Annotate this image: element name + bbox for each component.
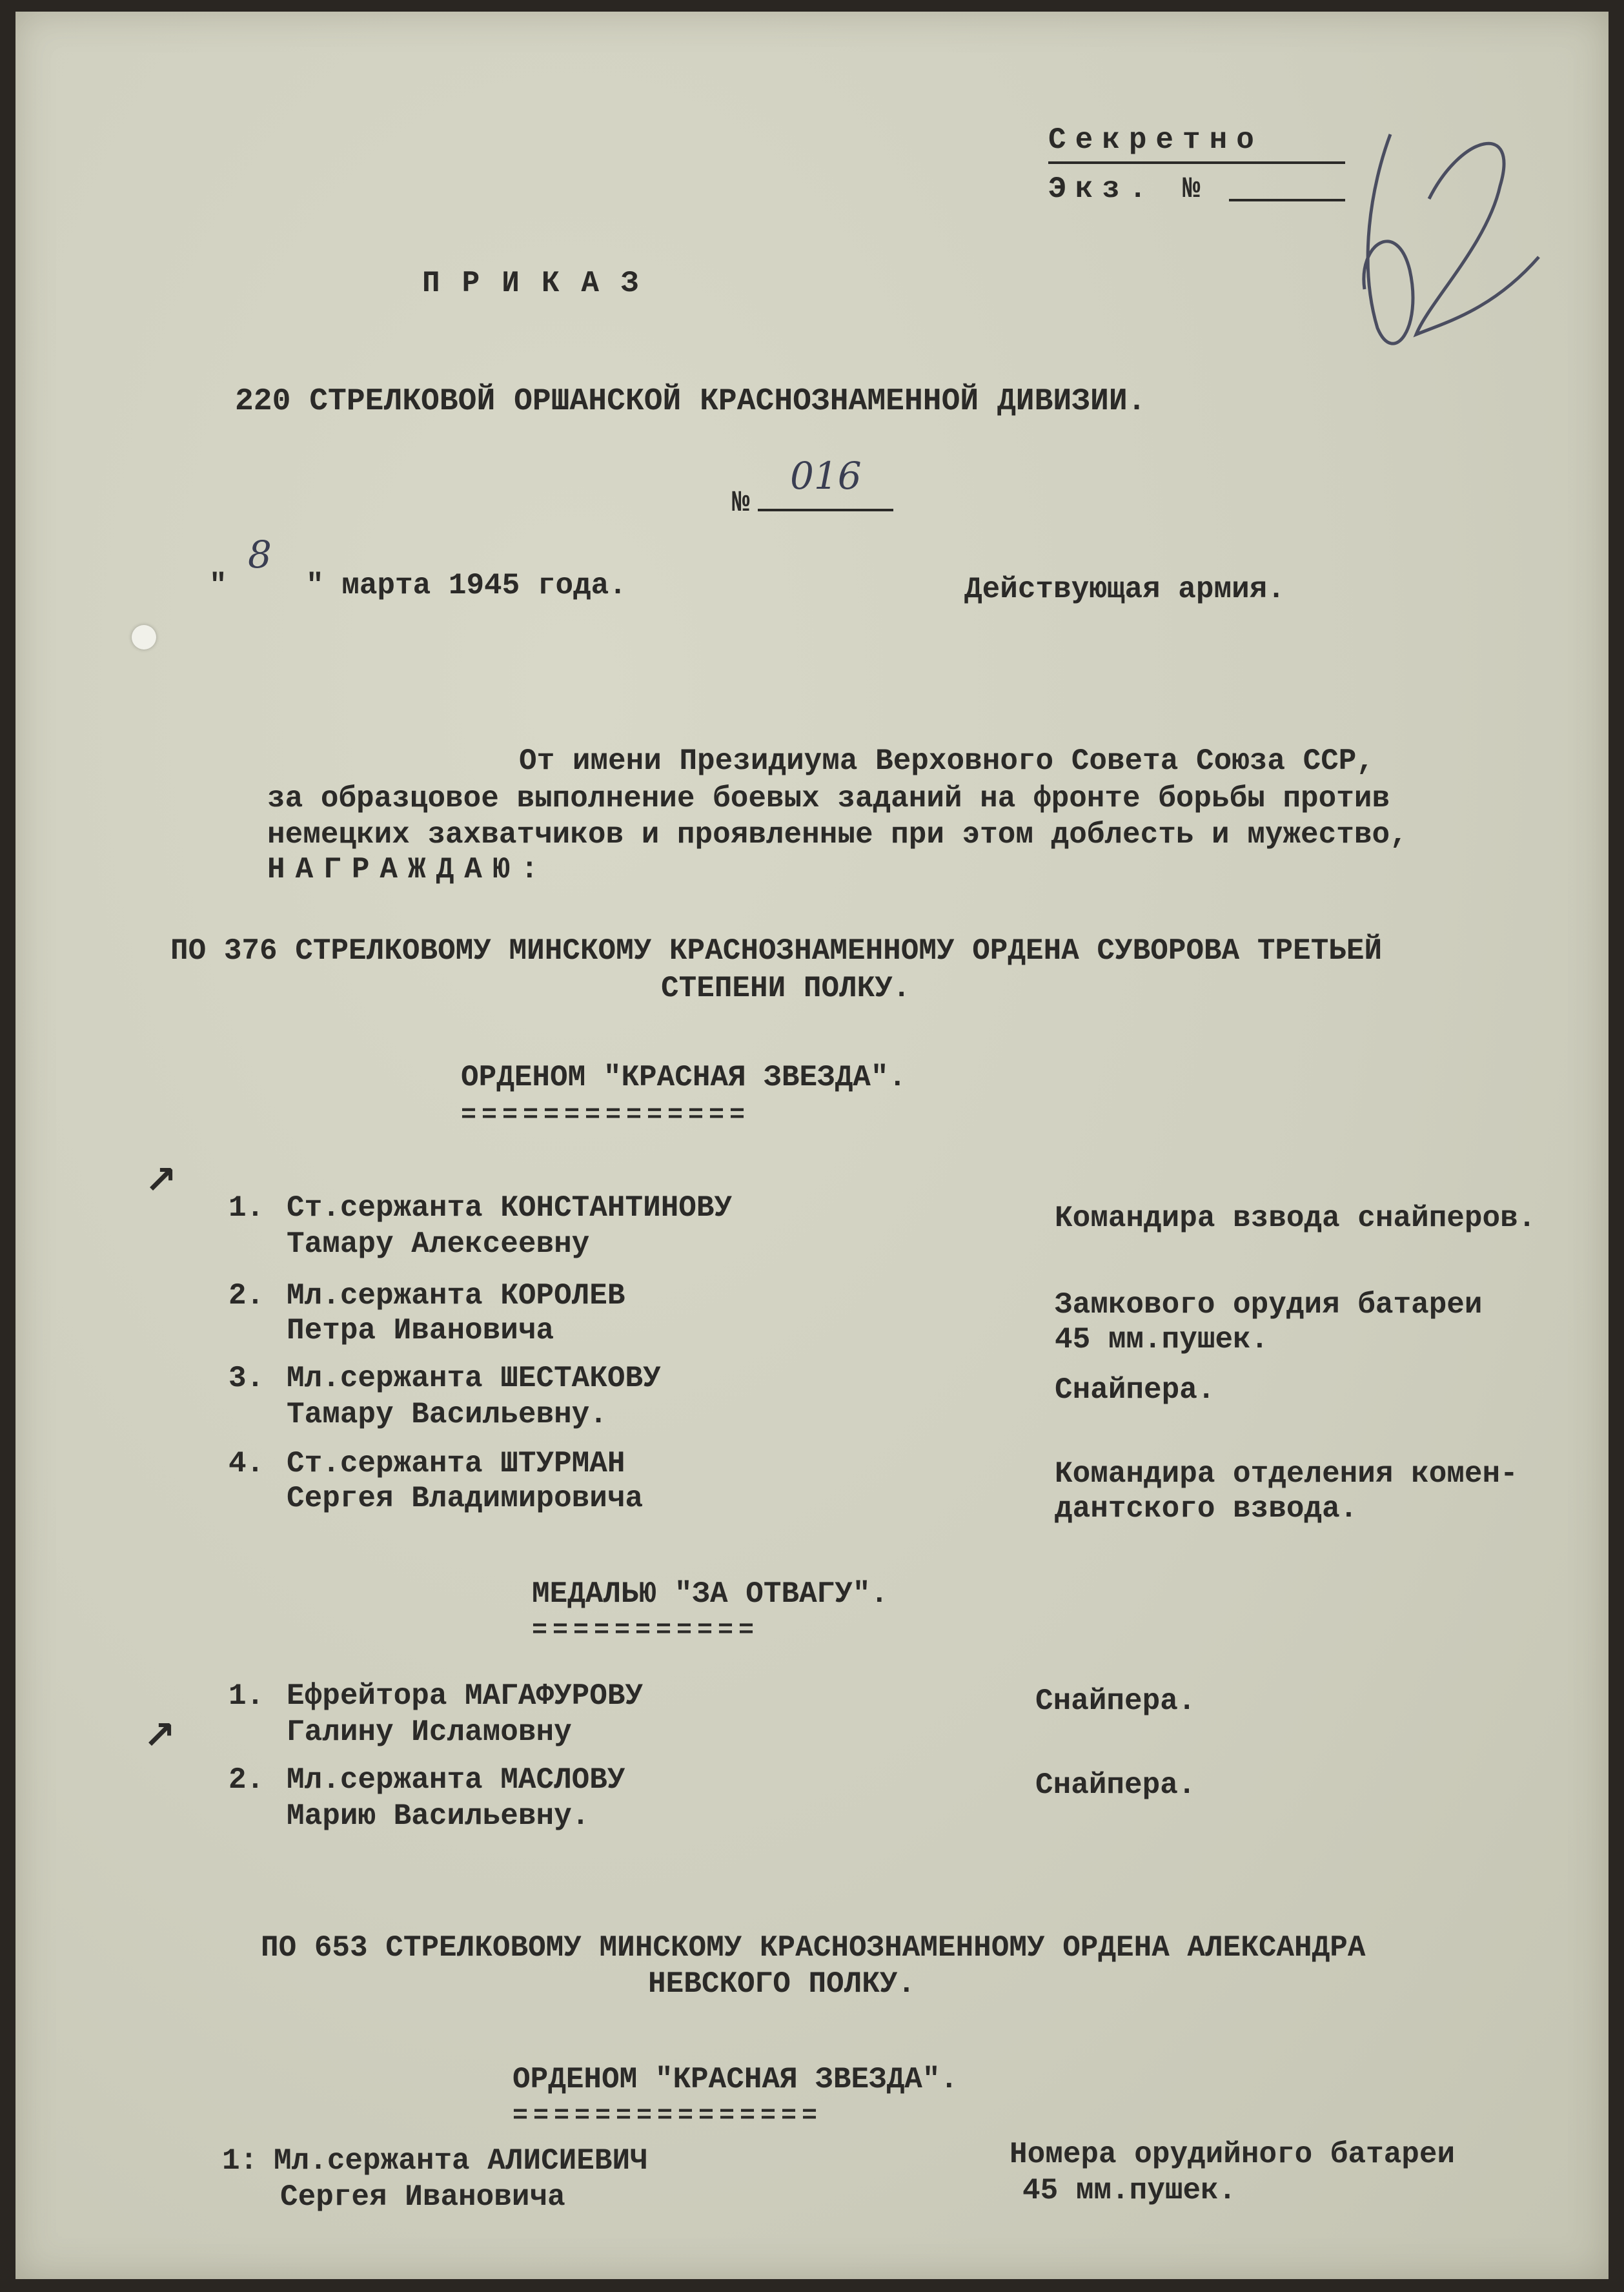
binding-hole (132, 625, 156, 650)
regiment-2-line-1: ПО 653 СТРЕЛКОВОМУ МИНСКОМУ КРАСНОЗНАМЕННОМУ ОРДЕНА АЛЕКСАНДРА (261, 1931, 1366, 1965)
preamble-line-2: за образцовое выполнение боевых заданий на фронте борьбы против (267, 782, 1390, 815)
entry-given-name: Галину Исламовну (287, 1715, 572, 1749)
entry-number: 1: (222, 2144, 258, 2178)
copy-number-line (1229, 199, 1345, 201)
date-text: " марта 1945 года. (306, 569, 627, 602)
order-number-line (758, 509, 893, 511)
entry-number: 3. (228, 1362, 265, 1395)
entry-position: Командира взвода снайперов. (1055, 1202, 1536, 1235)
entry-position: Снайпера. (1035, 1768, 1196, 1802)
regiment-1-line-1: ПО 376 СТРЕЛКОВОМУ МИНСКОМУ КРАСНОЗНАМЕННОМУ ОРДЕНА СУВОРОВА ТРЕТЬЕЙ (170, 934, 1383, 968)
entry-position: Командира отделения комен- (1055, 1457, 1518, 1491)
order-number-prefix: № (732, 486, 750, 520)
preamble-line-3: немецких захватчиков и проявленные при этом доблесть и мужество, (267, 818, 1408, 852)
secret-underline (1048, 161, 1345, 164)
entry-position: Замкового орудия батареи (1055, 1288, 1483, 1322)
entry-given-name: Тамару Васильевну. (287, 1398, 607, 1431)
handwritten-archive-number (1332, 96, 1545, 367)
award-word: НАГРАЖДАЮ: (267, 853, 549, 886)
entry-rank-name: Мл.сержанта КОРОЛЕВ (287, 1279, 625, 1313)
entry-position: Номера орудийного батареи (1010, 2138, 1456, 2171)
entry-position-cont: 45 мм.пушек. (1022, 2174, 1237, 2207)
secret-label: Секретно (1048, 123, 1263, 157)
date-quote: " (209, 569, 227, 602)
entry-rank-name: Ст.сержанта ШТУРМАН (287, 1447, 625, 1480)
entry-number: 1. (228, 1191, 265, 1225)
division-name: 220 СТРЕЛКОВОЙ ОРШАНСКОЙ КРАСНОЗНАМЕННОЙ ДИВИЗИИ. (235, 384, 1146, 419)
medal-heading-underline: =========== (532, 1616, 760, 1645)
order-number: 016 (790, 454, 862, 498)
preamble-line-1: От имени Президиума Верховного Совета Союза ССР, (519, 744, 1375, 778)
entry-given-name: Сергея Владимировича (287, 1482, 644, 1515)
entry-position-cont: 45 мм.пушек. (1055, 1323, 1269, 1356)
document-page (15, 12, 1609, 2279)
entry-rank-name: Мл.сержанта АЛИСИЕВИЧ (274, 2144, 648, 2178)
order-heading-underline: =============== (513, 2102, 823, 2131)
binding-mark: ↗ (145, 1158, 178, 1203)
entry-position-cont: дантского взвода. (1055, 1492, 1358, 1526)
entry-given-name: Марию Васильевну. (287, 1799, 590, 1833)
entry-given-name: Петра Ивановича (287, 1314, 554, 1347)
order-heading-underline: ============== (461, 1101, 751, 1130)
entry-position: Снайпера. (1055, 1373, 1215, 1407)
medal-heading: МЕДАЛЬЮ "ЗА ОТВАГУ". (532, 1577, 889, 1611)
entry-rank-name: Ст.сержанта КОНСТАНТИНОВУ (287, 1191, 733, 1225)
entry-number: 2. (228, 1763, 265, 1797)
entry-rank-name: Мл.сержанта МАСЛОВУ (287, 1763, 625, 1797)
entry-number: 4. (228, 1447, 265, 1480)
order-heading: ОРДЕНОМ "КРАСНАЯ ЗВЕЗДА". (513, 2063, 959, 2096)
location: Действующая армия. (964, 573, 1285, 606)
entry-rank-name: Ефрейтора МАГАФУРОВУ (287, 1679, 644, 1713)
entry-number: 1. (228, 1679, 265, 1713)
document-title: ПРИКАЗ (422, 267, 661, 300)
binding-mark: ↗ (143, 1713, 176, 1758)
regiment-2-line-2: НЕВСКОГО ПОЛКУ. (648, 1967, 916, 2001)
entry-position: Снайпера. (1035, 1684, 1196, 1718)
entry-number: 2. (228, 1279, 265, 1313)
entry-given-name: Сергея Ивановича (280, 2180, 565, 2214)
order-heading: ОРДЕНОМ "КРАСНАЯ ЗВЕЗДА". (461, 1061, 907, 1094)
entry-rank-name: Мл.сержанта ШЕСТАКОВУ (287, 1362, 661, 1395)
date-day: 8 (248, 533, 272, 577)
entry-given-name: Тамару Алексеевну (287, 1227, 590, 1261)
copy-label: Экз. № (1048, 172, 1210, 206)
regiment-1-line-2: СТЕПЕНИ ПОЛКУ. (661, 972, 911, 1005)
